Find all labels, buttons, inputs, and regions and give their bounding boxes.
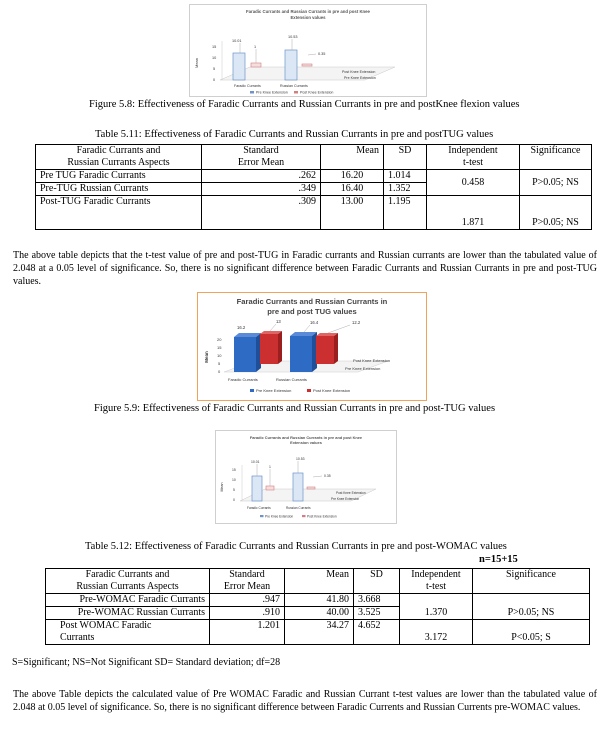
- data-label: 1: [254, 45, 257, 49]
- legend-swatch-pre: [250, 389, 254, 392]
- row-ttest: 1.871: [427, 196, 520, 230]
- table-row: [46, 594, 590, 607]
- floor-label: Pre Knee Extension: [345, 366, 381, 371]
- category-label: Faradic Currants: [247, 506, 271, 510]
- floor-label: Post Knee Extension: [353, 358, 391, 363]
- bar-faradic-pre: [234, 337, 256, 372]
- header-mean: Mean: [326, 569, 349, 580]
- row-significance: P>0.05; NS: [520, 170, 592, 196]
- row-sem: .262: [202, 170, 321, 183]
- row-significance: P>0.05; NS: [473, 594, 590, 620]
- bar-russian-pre: [293, 473, 303, 501]
- row-mean: 16.40: [321, 183, 384, 196]
- bar-faradic-pre: [252, 476, 262, 501]
- header-sd: SD: [370, 569, 383, 580]
- y-tick: 20: [217, 337, 222, 342]
- figure-5-8-caption: Figure 5.8: Effectiveness of Faradic Currants and Russian Currants in pre and postKnee flexion values: [89, 99, 520, 110]
- sample-size-label: n=15+15: [479, 554, 518, 565]
- category-label: Russian Currants: [276, 377, 307, 382]
- row-aspect: Pre-TUG Russian Currants: [36, 183, 202, 196]
- header-sem-line2: Error Mean: [223, 581, 271, 592]
- legend-pre: Pre Knee Extension: [256, 90, 288, 95]
- bar-faradic-pre: [233, 53, 245, 80]
- knee-extension-chart-bottom: [215, 430, 397, 524]
- legend-swatch-post: [302, 515, 306, 517]
- bar-russian-post: [307, 487, 315, 489]
- row-mean: 13.00: [321, 196, 384, 230]
- y-tick: 0: [233, 498, 235, 502]
- legend-post: Post Knee Extension: [313, 388, 351, 393]
- data-label: 10.53: [288, 35, 298, 39]
- y-axis-label: Mean: [220, 482, 224, 492]
- legend-pre: Pre Knee Extension: [265, 514, 294, 519]
- legend-pre: Pre Knee Extension: [256, 388, 292, 393]
- data-label: 16.4: [310, 320, 319, 325]
- paragraph-tug: The above table depicts that the t-test value of pre and post-TUG in Faradic currants and Russian currants are lower than the tabulated value of 2.048 at a 0.05 level of significance. So, there is no significant difference between Faradic Currants and Russian Currants in pre and post-TUG values.: [13, 250, 597, 287]
- row-aspect: Pre-WOMAC Faradic Currants: [46, 594, 210, 607]
- table-5-11-caption: Table 5.11: Effectiveness of Faradic Currants and Russian Currants in pre and postTUG values: [95, 129, 494, 140]
- category-label: Faradic Currants: [228, 377, 258, 382]
- chart-title-line2: Extension values: [290, 15, 326, 20]
- category-label: Russian Currants: [280, 84, 308, 88]
- y-axis-label: Mean: [204, 351, 209, 363]
- category-label: Faradic Currants: [234, 84, 261, 88]
- y-tick: 0: [218, 369, 221, 374]
- row-sd: 3.668: [354, 594, 400, 607]
- data-label: 13: [276, 319, 281, 324]
- row-mean: 16.20: [321, 170, 384, 183]
- bar-faradic-post: [260, 334, 278, 364]
- header-sem-line1: Standard: [229, 569, 265, 580]
- legend-post: Post Knee Extension: [307, 514, 337, 519]
- tug-chart: [197, 292, 427, 401]
- floor-label: Post Knee Extension: [342, 70, 376, 74]
- row-sem: .309: [202, 196, 321, 230]
- header-ttest-line1: Independent: [448, 145, 498, 156]
- row-mean: 41.80: [285, 594, 354, 607]
- figure-5-9-caption: Figure 5.9: Effectiveness of Faradic Currants and Russian Currants in pre and post-TUG values: [94, 403, 496, 414]
- header-ttest-line2: t-test: [463, 157, 483, 168]
- header-aspects-line1: Faradic Currants and: [76, 145, 161, 156]
- row-aspect: Pre TUG Faradic Currants: [36, 170, 202, 183]
- y-tick: 5: [233, 488, 235, 492]
- row-sd: 1.352: [384, 183, 427, 196]
- row-mean: 40.00: [285, 607, 354, 620]
- row-aspect: Post WOMAC Faradic: [60, 620, 152, 631]
- table-row: [36, 196, 592, 230]
- header-ttest-line1: Independent: [411, 569, 461, 580]
- table-header-row: [36, 145, 592, 170]
- bar-russian-post: [316, 336, 334, 364]
- chart-title-line1: Faradic Currants and Russian Currants in pre and post Knee: [246, 9, 370, 14]
- row-significance: P<0.05; S: [473, 620, 590, 645]
- data-label: 16.2: [237, 325, 246, 330]
- row-significance: P>0.05; NS: [520, 196, 592, 230]
- row-sd: 4.652: [354, 620, 400, 645]
- chart-title-line1: Faradic Currants and Russian Currants in: [236, 297, 388, 306]
- legend-swatch-pre: [260, 515, 264, 517]
- data-label: 0.35: [324, 474, 331, 478]
- bar-russian-post: [302, 64, 312, 66]
- row-sem: .910: [210, 607, 285, 620]
- chart-svg: [216, 431, 396, 523]
- data-label: 10.01: [251, 460, 260, 464]
- data-label: 0.35: [318, 52, 326, 56]
- header-mean: Mean: [356, 145, 379, 156]
- y-tick: 10: [232, 478, 236, 482]
- table-5-12: [45, 568, 590, 645]
- legend-swatch-post: [294, 91, 298, 94]
- chart-title-line2: Extension values: [290, 440, 322, 445]
- row-sem: 1.201: [210, 620, 285, 645]
- header-significance: Significance: [506, 569, 556, 580]
- y-tick: 0: [213, 78, 216, 82]
- y-tick: 10: [217, 353, 222, 358]
- legend-post: Post Knee Extension: [300, 90, 334, 95]
- row-aspect: Pre-WOMAC Russian Currants: [46, 607, 210, 620]
- chart-svg: [198, 293, 426, 400]
- y-tick: 10: [212, 56, 217, 60]
- chart-title-line2: pre and post TUG values: [267, 307, 357, 316]
- row-aspect-cont: Currants: [60, 632, 95, 643]
- bar-faradic-post: [266, 486, 274, 490]
- category-label: Russian Currants: [286, 506, 311, 510]
- bar-russian-pre: [290, 336, 312, 372]
- row-mean: 34.27: [285, 620, 354, 645]
- header-sem-line2: Error Mean: [237, 157, 285, 168]
- row-aspect: Post-TUG Faradic Currants: [36, 196, 202, 230]
- floor-label: Post Knee Extension: [336, 491, 366, 495]
- header-aspects-line2: Russian Currants Aspects: [76, 581, 179, 592]
- y-tick: 15: [232, 468, 236, 472]
- legend-swatch-pre: [250, 91, 254, 94]
- row-sem: .947: [210, 594, 285, 607]
- header-ttest-line2: t-test: [426, 581, 446, 592]
- floor-label: Pre Knee Extension: [331, 497, 360, 501]
- row-sd: 3.525: [354, 607, 400, 620]
- data-label: 1: [269, 465, 271, 469]
- header-sd: SD: [398, 145, 412, 156]
- bar-russian-pre: [285, 50, 297, 80]
- chart-title-line1: Faradic Currants and Russian Currants in pre and post Knee: [249, 435, 363, 440]
- row-sd: 1.014: [384, 170, 427, 183]
- table-5-11: [35, 144, 592, 230]
- table-footnote: S=Significant; NS=Not Significant SD= Standard deviation; df=28: [12, 657, 281, 668]
- bar-faradic-post: [251, 63, 261, 67]
- y-axis-label: Mean: [194, 57, 199, 69]
- data-label: 12.2: [352, 320, 361, 325]
- table-row: [36, 170, 592, 183]
- table-row: [46, 620, 590, 645]
- header-aspects-line1: Faradic Currants and: [85, 569, 170, 580]
- header-significance: Significance: [530, 145, 581, 156]
- y-tick: 5: [218, 361, 221, 366]
- y-tick: 15: [217, 345, 222, 350]
- legend-swatch-post: [307, 389, 311, 392]
- header-sem-line1: Standard: [243, 145, 279, 156]
- table-header-row: [46, 569, 590, 594]
- row-sem: .349: [202, 183, 321, 196]
- floor-label: Pre Knee Extension: [344, 76, 376, 80]
- row-ttest: 1.370: [400, 594, 473, 620]
- table-5-12-caption: Table 5.12: Effectiveness of Faradic Currants and Russian Currants in pre and post-WOMAC values: [85, 541, 507, 552]
- y-tick: 5: [213, 67, 216, 71]
- knee-extension-chart-top: [189, 4, 427, 97]
- row-ttest: 3.172: [400, 620, 473, 645]
- header-aspects-line2: Russian Currants Aspects: [67, 157, 170, 168]
- row-ttest: 0.458: [427, 170, 520, 196]
- paragraph-womac: The above Table depicts the calculated value of Pre WOMAC Faradic and Russian Currant t-test values are lower than the tabulated value of 2.048 at 0.05 level of significance. So, there is no significant difference between Faradic Currents and Russian Currents pre-WOMAC values.: [13, 689, 597, 713]
- y-tick: 15: [212, 45, 217, 49]
- row-sd: 1.195: [384, 196, 427, 230]
- chart-svg: [190, 5, 426, 96]
- data-label: 10.53: [296, 457, 305, 461]
- data-label: 10.01: [232, 39, 242, 43]
